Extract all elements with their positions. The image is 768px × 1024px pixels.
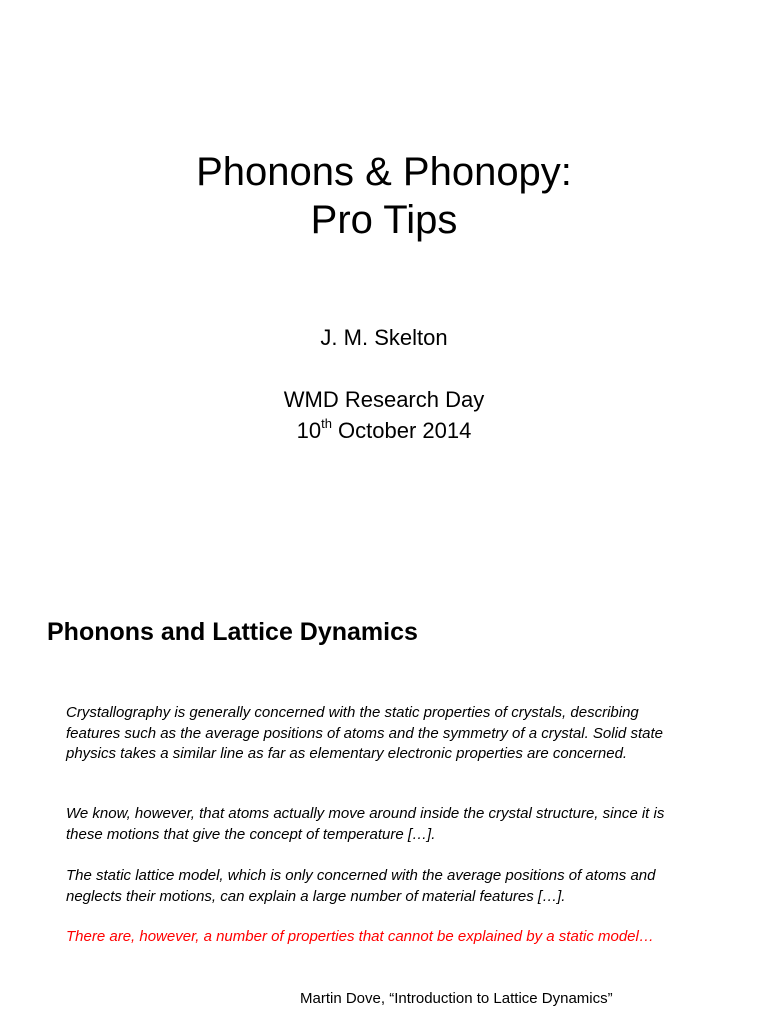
title-line-2: Pro Tips	[310, 198, 458, 242]
event-date	[0, 415, 768, 446]
slide-heading: Phonons and Lattice Dynamics	[47, 618, 418, 646]
event-name: WMD Research Day	[283, 387, 485, 412]
quote-paragraph: We know, however, that atoms actually move around inside the crystal structure, since it is these motions that give the concept of temperature […].	[66, 805, 665, 843]
date-rest: October 2014	[331, 418, 472, 443]
title-line-1: Phonons & Phonopy:	[196, 150, 572, 194]
date-suffix: th	[321, 415, 332, 431]
date-day: 10	[296, 418, 322, 443]
author-name: J. M. Skelton	[320, 325, 448, 350]
content-slide	[0, 576, 768, 1024]
quote-paragraph: The static lattice model, which is only concerned with the average positions of atoms and neglects their motions, can explain a large number of material features […].	[66, 867, 656, 905]
slide-title	[0, 148, 768, 244]
quote-paragraph: Crystallography is generally concerned with the static properties of crystals, describing features such as the average positions of atoms and the symmetry of a crystal. Solid state physics takes a similar line as far as elementary electronic properties are concerned.	[66, 704, 663, 762]
quote-attribution: Martin Dove, “Introduction to Lattice Dynamics”	[300, 990, 613, 1007]
quote-paragraph-highlight: There are, however, a number of properties that cannot be explained by a static model…	[66, 928, 654, 945]
